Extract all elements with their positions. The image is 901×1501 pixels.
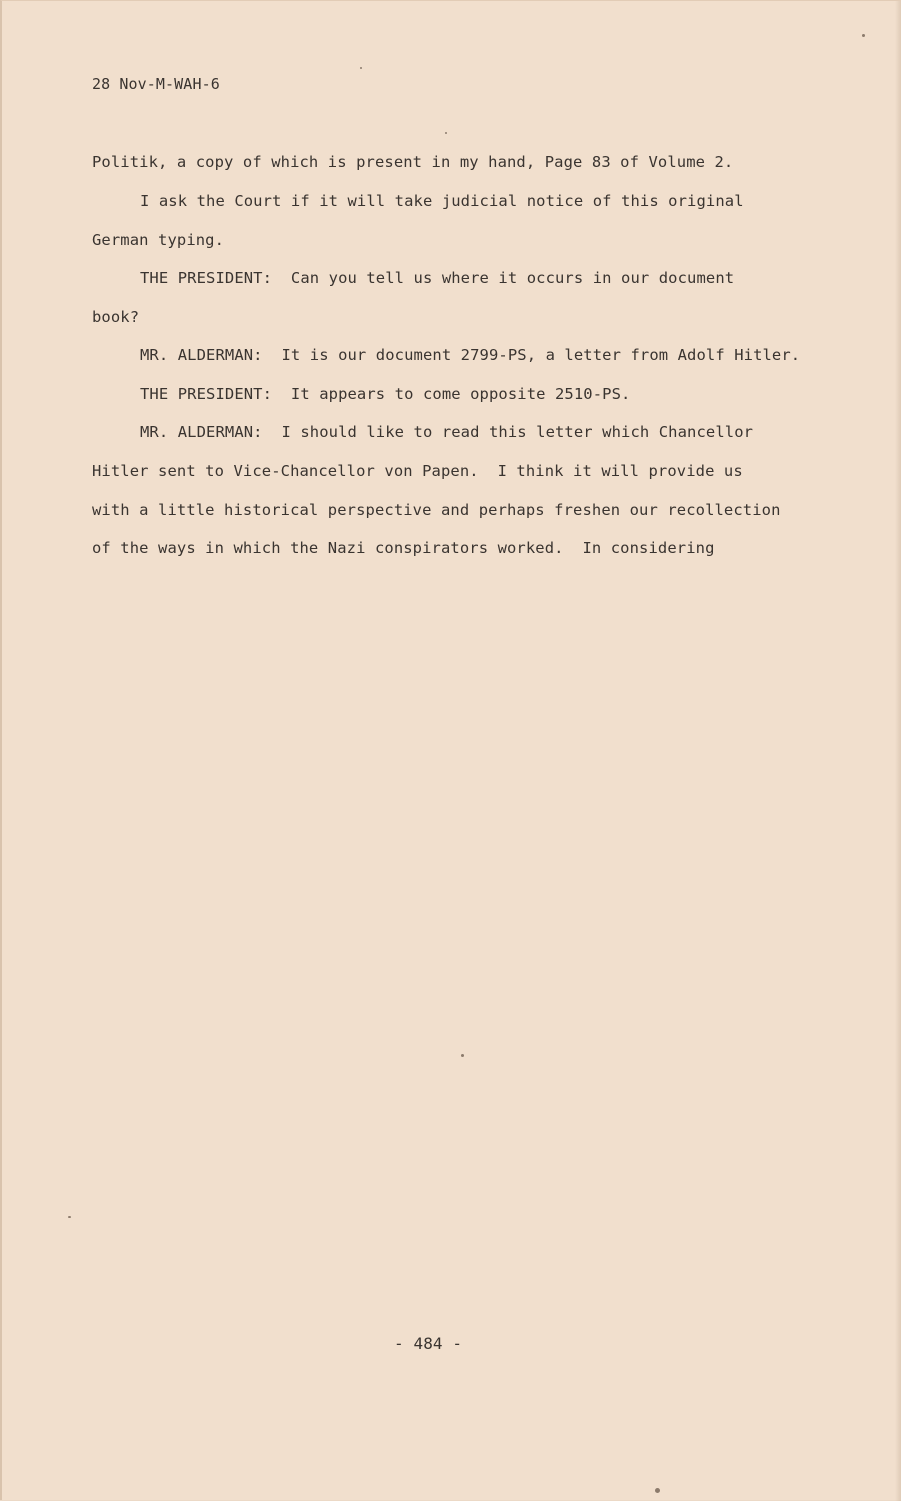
page-edge-shadow [895,1,901,1501]
page-number: - 484 - [394,1334,463,1353]
text-line-6: MR. ALDERMAN: It is our document 2799-PS, a letter from Adolf Hitler. [140,346,801,364]
paper-speck [461,1054,464,1057]
text-line-9: Hitler sent to Vice-Chancellor von Papen. I think it will provide us [92,462,743,480]
text-line-3: German typing. [92,231,225,249]
paper-speck [360,67,362,69]
text-line-8: MR. ALDERMAN: I should like to read this letter which Chancellor [140,423,754,441]
text-line-4: THE PRESIDENT: Can you tell us where it occurs in our document [140,269,735,287]
text-line-2: I ask the Court if it will take judicial notice of this original [140,192,744,210]
document-reference-header: 28 Nov-M-WAH-6 [92,75,220,93]
paper-speck [68,1216,71,1218]
paper-speck [655,1488,660,1493]
text-line-1: Politik, a copy of which is present in my hand, Page 83 of Volume 2. [92,153,734,171]
text-line-10: with a little historical perspective and perhaps freshen our recollection [92,501,781,519]
paper-speck [445,132,447,134]
text-line-11: of the ways in which the Nazi conspirators worked. In considering [92,539,715,557]
paper-speck [862,34,865,37]
text-line-7: THE PRESIDENT: It appears to come opposite 2510-PS. [140,385,631,403]
text-line-5: book? [92,308,140,326]
